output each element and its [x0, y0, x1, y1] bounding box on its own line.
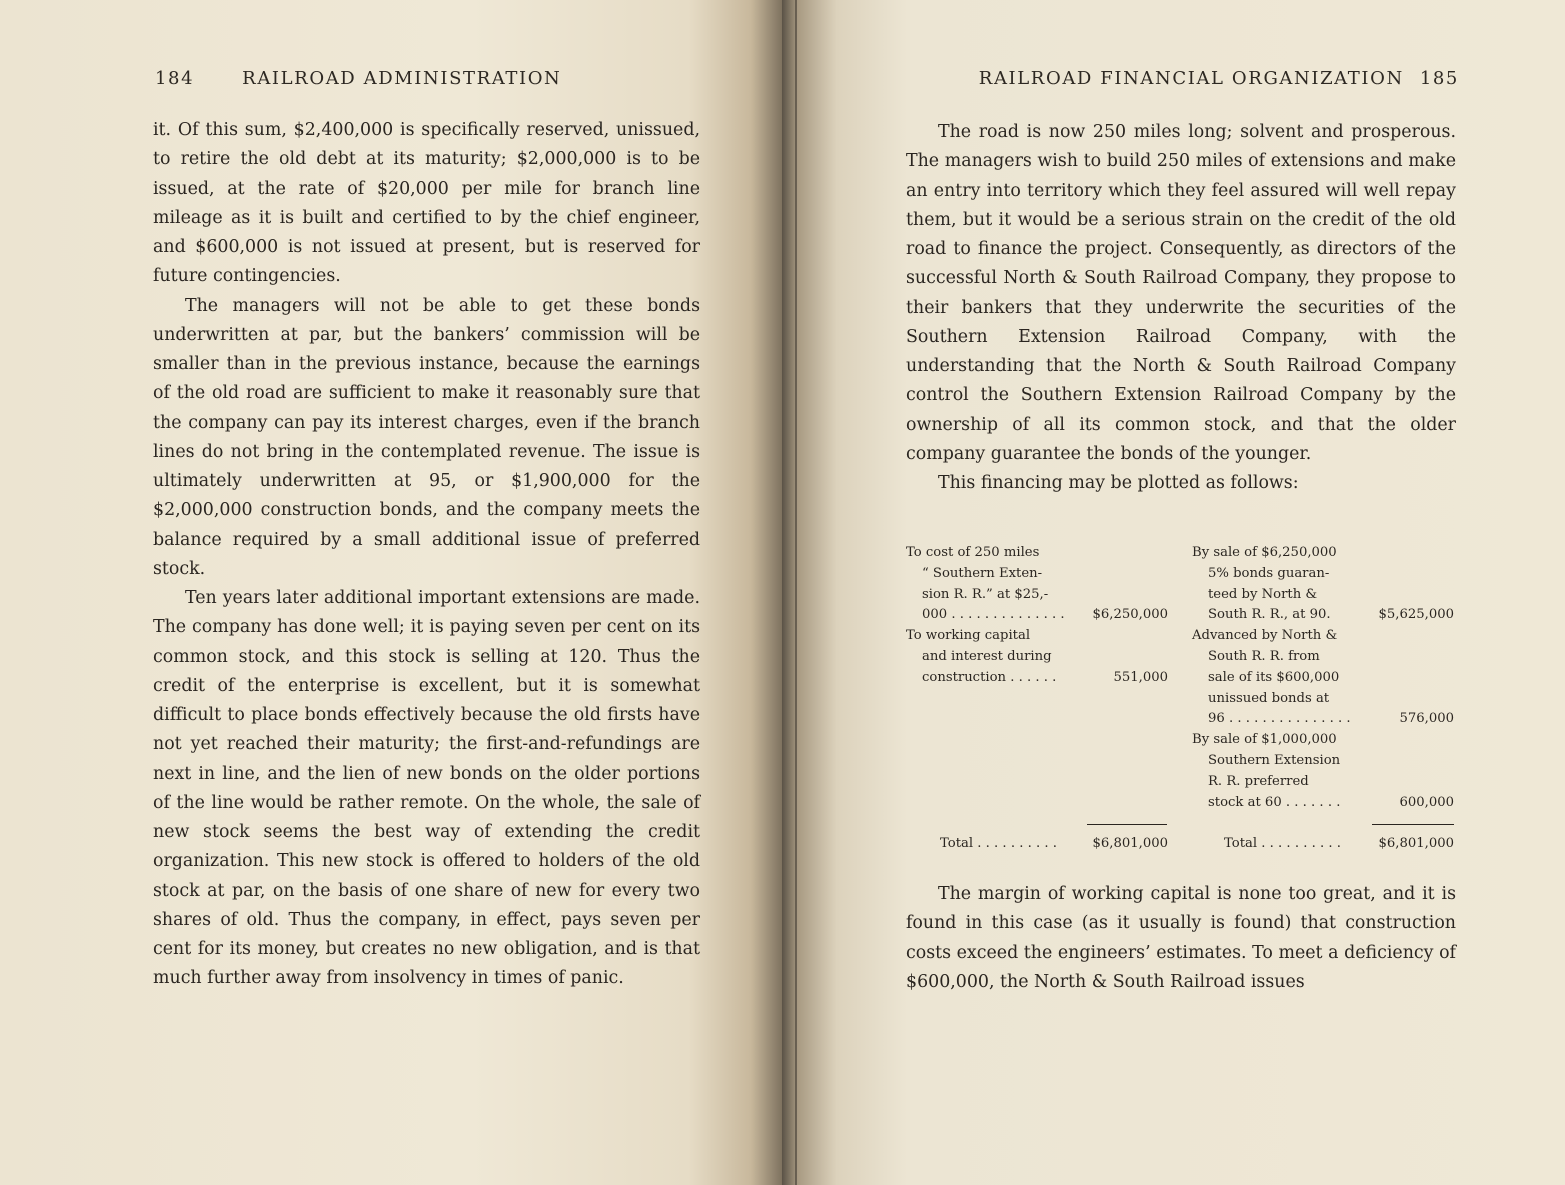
- right-paragraph-2: This financing may be plotted as follows:: [938, 473, 1299, 493]
- debit-line-amount: [1084, 564, 1168, 585]
- debit-line-text: construction . . . . . .: [922, 669, 1057, 685]
- credit-line-text: stock at 60 . . . . . . .: [1208, 794, 1341, 810]
- left-paragraph-3: Ten years later additional important extensions are made. The company has done well; it is paying seven per cent on its common stock, and this stock is selling at 120. Thus the credit of the enterprise is excellent, but it is somewhat difficult to place bonds effectively because the old firsts have not yet reached their maturity; the first-and-refundings are next in line, and the lien of new bonds on the older portions of the line would be rather remote. On the whole, the sale of new stock seems the best way of extending the credit organization. This new stock is offered to holders of the old stock at par, on the basis of one share of new for every two shares of old. Thus the company, in effect, pays seven per cent for its money, but creates no new obligation, and is that much further away from insolvency in times of panic.: [153, 588, 700, 989]
- right-body-text-bottom: [906, 880, 1456, 997]
- credit-line-text: teed by North &: [1208, 586, 1318, 602]
- credit-line-text: Advanced by North &: [1192, 628, 1338, 644]
- debit-total-rule: [1087, 824, 1167, 825]
- credit-line-amount: [1368, 543, 1454, 564]
- credit-line-amount: [1368, 668, 1454, 689]
- debit-line-amount: [1084, 647, 1168, 668]
- left-paragraph-1: it. Of this sum, $2,400,000 is specifically reserved, unissued, to retire the old debt at its maturity; $2,000,000 is to be issued, at the rate of $20,000 per mile for branch line mileage as it is built and certified to by the chief engineer, and $600,000 is not issued at present, but is reserved for future contingencies.: [153, 120, 700, 287]
- debit-line-text: “ Southern Exten-: [922, 565, 1043, 581]
- left-running-title: RAILROAD ADMINISTRATION: [242, 68, 562, 89]
- credit-line-amount: $5,625,000: [1378, 607, 1454, 623]
- credit-total-label: Total . . . . . . . . . .: [1224, 836, 1341, 851]
- credit-line-text: 96 . . . . . . . . . . . . . . .: [1208, 711, 1351, 727]
- debit-line-text: and interest during: [922, 648, 1052, 664]
- credit-line-amount: 576,000: [1399, 711, 1454, 727]
- right-page-number: 185: [1419, 68, 1459, 89]
- credit-line-amount: [1368, 751, 1454, 772]
- debit-line-text: 000 . . . . . . . . . . . . . .: [922, 607, 1065, 623]
- credit-line-text: Southern Extension: [1208, 752, 1341, 768]
- credit-amount-column: [1368, 543, 1454, 813]
- credit-line-text: By sale of $1,000,000: [1192, 732, 1337, 748]
- right-paragraph-3: The margin of working capital is none too great, and it is found in this case (as it usually is found) that construction costs exceed the engineers’ estimates. To meet a deficiency of $600,000, the North & South Railroad issues: [906, 884, 1456, 992]
- credit-line-text: South R. R., at 90.: [1208, 607, 1331, 623]
- debit-line-amount: $6,250,000: [1092, 607, 1168, 623]
- credit-line-amount: [1368, 626, 1454, 647]
- credit-line-text: unissued bonds at: [1208, 690, 1330, 706]
- debit-amount-column: [1084, 543, 1168, 689]
- right-body-text-top: [906, 118, 1456, 498]
- right-running-title: RAILROAD FINANCIAL ORGANIZATION: [978, 68, 1404, 89]
- credit-label-column: [1192, 543, 1368, 813]
- left-body-text: [153, 116, 700, 994]
- left-paragraph-2: The managers will not be able to get these bonds underwritten at par, but the bankers’ commission will be smaller than in the previous instance, because the earnings of the old road are sufficient to make it reasonably sure that the company can pay its interest charges, even if the branch lines do not bring in the contemplated revenue. The issue is ultimately underwritten at 95, or $1,900,000 for the $2,000,000 construction bonds, and the company meets the balance required by a small additional issue of preferred stock.: [153, 295, 700, 579]
- debit-line-amount: [1084, 543, 1168, 564]
- debit-total-label: Total . . . . . . . . . .: [940, 836, 1057, 851]
- credit-line-text: By sale of $6,250,000: [1192, 545, 1337, 560]
- credit-line-text: R. R. preferred: [1208, 773, 1309, 789]
- credit-line-amount: [1368, 689, 1454, 710]
- credit-line-amount: [1368, 730, 1454, 751]
- debit-line-amount: 551,000: [1113, 669, 1168, 685]
- left-page-number: 184: [155, 68, 195, 89]
- credit-line-amount: [1368, 564, 1454, 585]
- right-page: [782, 0, 1565, 1185]
- credit-total-rule: [1372, 824, 1454, 825]
- debit-line-amount: [1084, 626, 1168, 647]
- credit-line-text: 5% bonds guaran-: [1208, 565, 1330, 581]
- credit-line-amount: [1368, 772, 1454, 793]
- debit-total-value: $6,801,000: [1092, 836, 1168, 851]
- left-page: [0, 0, 782, 1185]
- credit-total-value: $6,801,000: [1378, 836, 1454, 851]
- right-paragraph-1: The road is now 250 miles long; solvent and prosperous. The managers wish to build 250 miles of extensions and make an entry into territory which they feel assured will well repay them, but it would be a serious strain on the credit of the old road to finance the project. Consequently, as directors of the successful North & South Railroad Company, they propose to their bankers that they underwrite the securities of the Southern Extension Railroad Company, with the understanding that the North & South Railroad Company control the Southern Extension Railroad Company by the ownership of all its common stock, and that the older company guarantee the bonds of the younger.: [906, 122, 1456, 464]
- credit-line-amount: [1368, 585, 1454, 606]
- right-running-head: [979, 68, 1459, 89]
- left-running-head: [155, 68, 561, 89]
- credit-line-text: South R. R. from: [1208, 648, 1320, 664]
- debit-line-text: sion R. R.” at $25,-: [922, 586, 1049, 602]
- debit-line-amount: [1084, 585, 1168, 606]
- debit-label-column: [906, 543, 1084, 689]
- binding-gutter: [795, 0, 797, 1185]
- credit-line-text: sale of its $600,000: [1208, 669, 1340, 685]
- credit-line-amount: [1368, 647, 1454, 668]
- credit-line-amount: 600,000: [1399, 794, 1454, 810]
- debit-line-text: To working capital: [906, 628, 1031, 644]
- debit-line-text: To cost of 250 miles: [906, 545, 1040, 560]
